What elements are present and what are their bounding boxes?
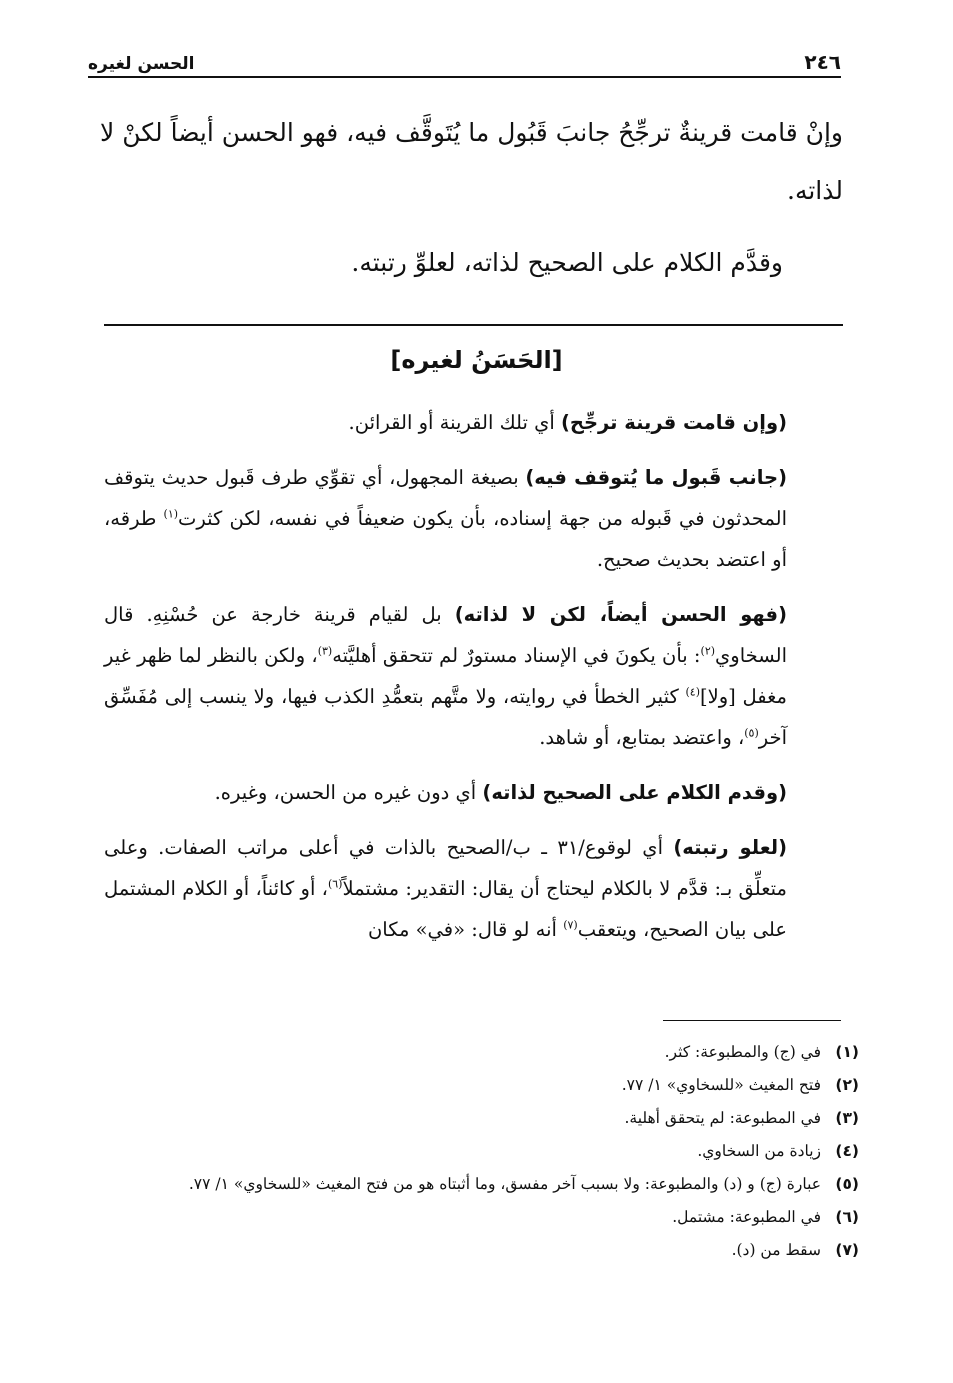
lemma: (لعلو رتبته) (673, 836, 787, 859)
commentary-text: كثير الخطأ في روايته، ولا متَّهم بتعمُّدِ الكذب فيها، ولا ينسب إلى مُفَسِّق آخر (104, 685, 787, 749)
commentary-text: طرقه، أو اعتضد بحديث صحيح. (104, 507, 787, 571)
commentary-text: : بأن يكونَ في الإسناد مستورٌ لم تتحقق أهليَّته (332, 644, 701, 667)
footnote-text: في المطبوعة: لم يتحقق أهلية. (624, 1109, 821, 1127)
matn-line-2: وقدَّم الكلام على الصحيح لذاته، لعلوِّ رتبته. (351, 248, 783, 277)
footnote-number: (٧) (835, 1241, 859, 1259)
footnote-number: (٥) (835, 1175, 859, 1193)
page-header (88, 40, 841, 78)
commentary-text: أي تلك القرينة أو القرائن. (348, 411, 561, 434)
footnote-ref: (٣) (317, 644, 333, 658)
commentary-text: أنه لو قال: «في» مكان (367, 918, 564, 941)
page-number: ٢٤٦ (804, 50, 841, 74)
footnote-ref: (١) (163, 507, 179, 521)
commentary-text: أي لوقوع/٣١ ـ ب/الصحيح بالذات في أعلى مراتب الصفات. وعلى متعلِّق بـ: قدَّم لا بالكلام ليحتاج أن يقال: التقدير: مشتملاً (104, 836, 787, 900)
commentary-text: بصيغة المجهول، أي تقوِّي طرف قَبول حديث يتوقف المحدثون في قَبوله من جهة إسناده، بأن يكون ضعيفاً في نفسه، لكن كثرت (104, 466, 787, 530)
matn-text (100, 104, 843, 306)
commentary (104, 402, 845, 964)
commentary-text: ، واعتضد بمتابع، أو شاهد. (539, 726, 745, 749)
lemma: (وقدم الكلام على الصحيح لذاته) (482, 781, 787, 804)
footnote-ref: (٥) (744, 726, 759, 740)
footnote-text: عبارة (ج) و (د) والمطبوعة: ولا بسبب آخر مفسق، وما أثبتاه هو من فتح المغيث «للسخاوي» ١/ ٧٧. (188, 1175, 821, 1193)
footnote-text: زيادة من السخاوي. (697, 1142, 821, 1160)
lemma: (جانب قَبول ما يُتوقف فيه) (525, 466, 787, 489)
footnote-ref: (٦) (327, 877, 343, 891)
footnote (100, 1102, 859, 1135)
commentary-paragraph-4 (104, 772, 845, 813)
footnote-text: فتح المغيث «للسخاوي» ١/ ٧٧. (621, 1076, 821, 1094)
footnote-number: (٣) (835, 1109, 859, 1127)
footnote-ref: (٢) (700, 644, 716, 658)
lemma: (فهو الحسن أيضاً، لكن لا لذاته) (454, 603, 787, 626)
footnote (100, 1168, 859, 1201)
commentary-text: ، ولكن بالنظر لما ظهر غير مغفل [ولا] (104, 644, 787, 708)
footnote (100, 1234, 859, 1267)
footnote (100, 1069, 859, 1102)
running-title: الحسن لغيره (88, 54, 195, 74)
footnote-number: (٦) (835, 1208, 859, 1226)
section-divider (104, 324, 843, 326)
footnote-rule (663, 1020, 841, 1021)
commentary-paragraph-1 (104, 402, 845, 443)
footnote (100, 1201, 859, 1234)
footnote-text: في (ج) والمطبوعة: كثر. (664, 1043, 821, 1061)
footnote-ref: (٧) (563, 918, 578, 932)
footnote (100, 1036, 859, 1069)
footnote-number: (٤) (835, 1142, 859, 1160)
footnote-text: سقط من (د). (731, 1241, 821, 1259)
matn-line-1: وإنْ قامت قرينةٌ ترجِّحُ جانبَ قَبُول ما يُتَوقَّف فيه، فهو الحسن أيضاً لكنْ لا لذاته. (100, 118, 843, 205)
section-title: [الحَسَنُ لغيره] (390, 346, 563, 374)
commentary-paragraph-3 (104, 594, 845, 758)
commentary-text: أي دون غيره من الحسن، وغيره. (214, 781, 483, 804)
commentary-paragraph-5 (104, 827, 845, 950)
footnote (100, 1135, 859, 1168)
footnotes (100, 1036, 859, 1267)
commentary-text: ، أو كائناً، أو الكلام المشتمل على بيان الصحيح، ويتعقب (104, 877, 787, 941)
footnote-ref: (٤) (685, 685, 700, 699)
footnote-number: (١) (835, 1043, 859, 1061)
commentary-paragraph-2 (104, 457, 845, 580)
footnote-text: في المطبوعة: مشتمل. (672, 1208, 821, 1226)
footnote-number: (٢) (835, 1076, 859, 1094)
lemma: (وإن قامت قرينة ترجِّح) (560, 411, 787, 434)
commentary-text: بل لقيام قرينة خارجة عن حُسْنِهِ. قال السخاوي (104, 603, 787, 667)
